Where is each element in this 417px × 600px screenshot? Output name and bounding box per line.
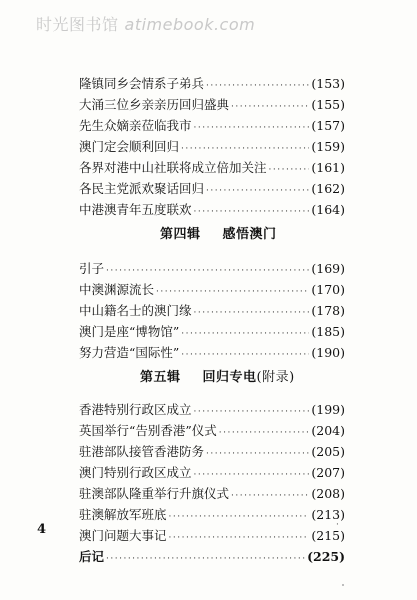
toc-entry-title: 驻澳解放军班底	[79, 507, 167, 522]
section-label: 第五辑	[140, 370, 181, 385]
toc-entry-page: (159)	[311, 139, 345, 154]
print-speck	[342, 584, 344, 586]
leader-dots	[231, 97, 309, 118]
leader-dots	[169, 528, 310, 549]
leader-dots	[206, 444, 309, 465]
toc-section-4	[79, 258, 345, 363]
toc-entry	[79, 483, 345, 504]
toc-entry-page: (213)	[311, 507, 345, 522]
leader-dots	[181, 324, 309, 345]
toc-entry-title: 英国举行“告别香港”仪式	[79, 423, 217, 438]
toc-entry-page: (161)	[311, 160, 345, 175]
section-heading-5	[140, 366, 295, 385]
watermark	[36, 12, 255, 35]
leader-dots	[194, 202, 310, 223]
toc-entry-title: 香港特别行政区成立	[79, 402, 192, 417]
toc-entry	[79, 462, 345, 483]
toc-entry-title: 澳门问题大事记	[79, 528, 167, 543]
leader-dots	[106, 549, 305, 570]
toc-entry-title: 中澳渊源流长	[79, 282, 155, 297]
corner-mark: ·	[336, 520, 339, 530]
toc-entry-title: 后记	[79, 549, 105, 564]
toc-entry	[79, 441, 345, 462]
toc-entry	[79, 94, 345, 115]
toc-entry	[79, 279, 345, 300]
leader-dots	[231, 486, 309, 507]
toc-entry-page: (155)	[311, 97, 345, 112]
toc-entry-afterword	[79, 546, 345, 567]
toc-entry	[79, 525, 345, 546]
leader-dots	[181, 345, 309, 366]
toc-entry	[79, 300, 345, 321]
toc-entry	[79, 178, 345, 199]
section-title: 感悟澳门	[222, 227, 277, 242]
toc-entry-title: 引子	[79, 261, 105, 276]
toc-entry-page: (169)	[311, 261, 345, 276]
toc-entry-title: 中港澳青年五度联欢	[79, 202, 192, 217]
toc-entry	[79, 136, 345, 157]
toc-entry	[79, 399, 345, 420]
toc-entry-page: (215)	[311, 528, 345, 543]
watermark-domain: atimebook.com	[124, 15, 256, 34]
leader-dots	[206, 181, 309, 202]
toc-entry-title: 先生众嫡亲莅临我市	[79, 118, 192, 133]
toc-entry-title: 澳门是座“博物馆”	[79, 324, 180, 339]
toc-entry-page: (164)	[311, 202, 345, 217]
section-title: 回归专电	[202, 370, 257, 385]
toc-entry-page: (190)	[311, 345, 345, 360]
toc-entry-page: (204)	[311, 423, 345, 438]
leader-dots	[169, 507, 310, 528]
toc-entry-page: (185)	[311, 324, 345, 339]
toc-entry-title: 努力营造“国际性”	[79, 345, 180, 360]
toc-entry	[79, 157, 345, 178]
toc-entry	[79, 504, 345, 525]
toc-entry-page: (162)	[311, 181, 345, 196]
toc-entry-title: 澳门定会顺利回归	[79, 139, 180, 154]
page-number: 4	[37, 522, 47, 537]
toc-entry-page: (199)	[311, 402, 345, 417]
toc-entry-page: (153)	[311, 76, 345, 91]
toc-entry-title: 中山籍名士的澳门缘	[79, 303, 192, 318]
toc-entry-title: 各界对港中山社联将成立倍加关注	[79, 160, 267, 175]
toc-entry	[79, 73, 345, 94]
leader-dots	[194, 118, 310, 139]
toc-entry-title: 各民主党派欢聚话回归	[79, 181, 205, 196]
leader-dots	[269, 160, 310, 181]
toc-section-5	[79, 399, 345, 567]
toc-entry-title: 澳门特别行政区成立	[79, 465, 192, 480]
toc-entry-page: (208)	[311, 486, 345, 501]
toc-section-3	[79, 73, 345, 220]
toc-entry-title: 隆镇同乡会情系子弟兵	[79, 76, 205, 91]
toc-entry-page: (178)	[311, 303, 345, 318]
toc-entry-page: (225)	[307, 549, 345, 564]
section-subtitle: (附录)	[256, 370, 295, 385]
toc-entry	[79, 342, 345, 363]
toc-entry	[79, 258, 345, 279]
toc-entry-title: 大涌三位乡亲亲历回归盛典	[79, 97, 230, 112]
toc-entry-title: 驻澳部队隆重举行升旗仪式	[79, 486, 230, 501]
toc-entry	[79, 321, 345, 342]
leader-dots	[194, 303, 310, 324]
toc-entry-page: (207)	[311, 465, 345, 480]
watermark-text: 时光图书馆	[36, 15, 119, 34]
toc-entry	[79, 199, 345, 220]
toc-entry	[79, 420, 345, 441]
section-label: 第四辑	[160, 227, 201, 242]
toc-entry-title: 驻港部队接管香港防务	[79, 444, 205, 459]
toc-entry-page: (205)	[311, 444, 345, 459]
toc-entry-page: (157)	[311, 118, 345, 133]
toc-entry	[79, 115, 345, 136]
section-heading-4	[160, 223, 277, 242]
toc-entry-page: (170)	[311, 282, 345, 297]
leader-dots	[219, 423, 310, 444]
